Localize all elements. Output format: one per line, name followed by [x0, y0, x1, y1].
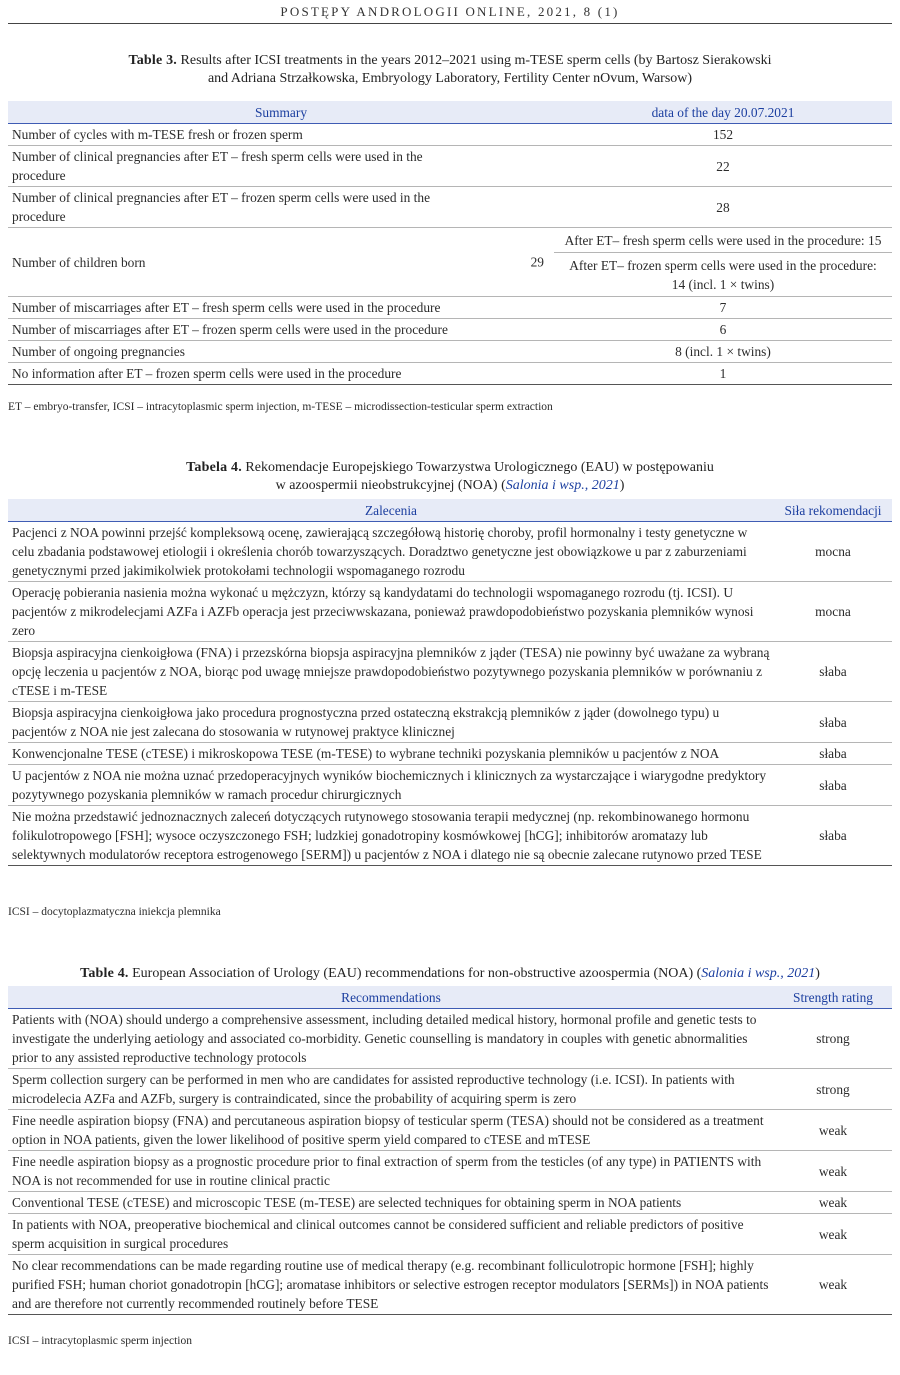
recommendation-rating: weak — [774, 1151, 892, 1192]
tabela4-caption — [8, 459, 892, 495]
table4-caption-close: ) — [815, 966, 820, 981]
table-row — [8, 363, 892, 385]
table4-col-recommendations: Recommendations — [8, 986, 774, 1009]
recommendation-rating: weak — [774, 1214, 892, 1255]
recommendation-text: Sperm collection surgery can be performed in men who are candidates for assisted reproductive technology (i.e. ICSI). In patients with microdelecia AZFa and AZFb, surgery is contraindicated, since the probability of acquiring sperm is zero — [8, 1069, 774, 1110]
recommendation-rating: strong — [774, 1009, 892, 1069]
table-row — [8, 1192, 892, 1214]
table-row — [8, 1255, 892, 1315]
recommendation-text: Biopsja aspiracyjna cienkoigłowa jako procedura prognostyczna przed ostateczną ekstrakcją plemników z jąder (dowolnego typu) u pacjentów z NOA nie jest zalecana do stosowania w rutynowej praktyce klinicznej — [8, 702, 774, 743]
table-row — [8, 582, 892, 642]
table4-header-row — [8, 986, 892, 1009]
tabela4-col-zalecenia: Zalecenia — [8, 499, 774, 522]
children-label-cell — [8, 228, 554, 297]
table3-caption-line1: Results after ICSI treatments in the years 2012–2021 using m-TESE sperm cells (by Bartosz Sierakowski — [180, 53, 772, 68]
tabela4-footnote: ICSI – docytoplazmatyczna iniekcja plemnika — [8, 906, 221, 918]
children-frozen: After ET– frozen sperm cells were used in the procedure: 14 (incl. 1 × twins) — [569, 258, 877, 292]
table3-caption — [8, 52, 892, 88]
children-fresh: After ET– fresh sperm cells were used in the procedure: 15 — [554, 228, 892, 253]
recommendation-rating: słaba — [774, 702, 892, 743]
children-label: Number of children born — [12, 254, 146, 270]
recommendation-text: Nie można przedstawić jednoznacznych zaleceń dotyczących rutynowego stosowania terapii medycznej (np. rekombinowanego hormonu folikulotropowego [FSH]; wysoce oczyszczonego FSH; ludzkiej gonadotropiny kosmówkowej [hCG]; inhibitorów aromatazy lub selektywnych modulatorów receptora estrogenowego [SERM]) u pacjentów z NOA i dlatego nie są obecnie zalecane rutynowo przed TESE — [8, 806, 774, 866]
recommendation-rating: słaba — [774, 743, 892, 765]
row-label: Number of miscarriages after ET – frozen sperm cells were used in the procedure — [8, 319, 554, 341]
table-row — [8, 1069, 892, 1110]
recommendation-rating: weak — [774, 1192, 892, 1214]
recommendation-rating: słaba — [774, 765, 892, 806]
row-value: 7 — [554, 297, 892, 319]
table-row — [8, 1151, 892, 1192]
table-row — [8, 341, 892, 363]
table-row — [8, 765, 892, 806]
table3-footnote: ET – embryo-transfer, ICSI – intracytoplasmic sperm injection, m-TESE – microdissection-testicular sperm extraction — [8, 401, 553, 413]
table-row — [8, 146, 892, 187]
table4-label: Table 4. — [80, 966, 129, 981]
table-row — [8, 319, 892, 341]
recommendation-rating: słaba — [774, 806, 892, 866]
table4-citation: Salonia i wsp., 2021 — [701, 966, 816, 981]
row-value: 1 — [554, 363, 892, 385]
row-value: 22 — [554, 146, 892, 187]
tabela4-label: Tabela 4. — [186, 460, 242, 475]
children-breakdown-cell — [554, 228, 892, 297]
tabela4-citation: Salonia i wsp., 2021 — [505, 478, 620, 493]
table-row — [8, 806, 892, 866]
row-value: 28 — [554, 187, 892, 228]
table3-caption-line2: and Adriana Strzałkowska, Embryology Laboratory, Fertility Center nOvum, Warsow) — [207, 71, 693, 86]
table3-col-date: data of the day 20.07.2021 — [554, 101, 892, 124]
recommendation-text: U pacjentów z NOA nie można uznać przedoperacyjnych wyników biochemicznych i klinicznych za wystarczające i wiarygodne predyktory pozytywnego pozyskania plemników w ramach procedur chirurgicznych — [8, 765, 774, 806]
recommendation-text: Fine needle aspiration biopsy as a prognostic procedure prior to final extraction of sperm from the testicles (of any type) in PATIENTS with NOA is not recommended for use in routine clinical practic — [8, 1151, 774, 1192]
table3-label: Table 3. — [128, 53, 178, 68]
table4-caption — [8, 965, 892, 983]
recommendation-text: Pacjenci z NOA powinni przejść kompleksową ocenę, zawierającą szczegółową historię choroby, profil hormonalny i testy genetyczne w celu zbadania podstawowej etiologii i określenia chorób towarzyszących. Doradztwo genetyczne jest obowiązkowe u par z zaburzeniami genetycznymi przed jakimikolwiek protokołami technologii wspomaganego rozrodu — [8, 522, 774, 582]
children-total: 29 — [530, 254, 544, 270]
recommendation-text: Operację pobierania nasienia można wykonać u mężczyzn, którzy są kandydatami do technologii wspomaganego rozrodu (tj. ICSI). U pacjentów z mikrodelecjami AZFa i AZFb operacja jest przeciwwskazana, ponieważ prawdopodobieństwo pozyskania plemników wynosi zero — [8, 582, 774, 642]
tabela4-caption-close: ) — [619, 478, 625, 493]
tabela4-col-sila: Siła rekomendacji — [774, 499, 892, 522]
row-label: Number of clinical pregnancies after ET – fresh sperm cells were used in the procedure — [8, 146, 554, 187]
row-label: Number of ongoing pregnancies — [8, 341, 554, 363]
tabela4-caption-line2: w azoospermii nieobstrukcyjnej (NOA) ( — [275, 478, 506, 493]
recommendation-rating: weak — [774, 1110, 892, 1151]
table-row — [8, 522, 892, 582]
recommendation-rating: strong — [774, 1069, 892, 1110]
tabela4-caption-line1: Rekomendacje Europejskiego Towarzystwa Urologicznego (EAU) w postępowaniu — [245, 460, 714, 475]
row-label: No information after ET – frozen sperm cells were used in the procedure — [8, 363, 554, 385]
table-row — [8, 1110, 892, 1151]
tabela4-header-row — [8, 499, 892, 522]
table4 — [8, 986, 892, 1315]
table-row — [8, 1214, 892, 1255]
table-row — [8, 187, 892, 228]
row-value: 152 — [554, 124, 892, 146]
running-head: POSTĘPY ANDROLOGII ONLINE, 2021, 8 (1) — [280, 4, 620, 19]
row-label: Number of cycles with m-TESE fresh or frozen sperm — [8, 124, 554, 146]
table-row — [8, 743, 892, 765]
table-row — [8, 702, 892, 743]
table3 — [8, 101, 892, 385]
recommendation-rating: weak — [774, 1255, 892, 1315]
table4-caption-text: European Association of Urology (EAU) recommendations for non-obstructive azoospermia (NOA) ( — [132, 966, 702, 981]
recommendation-text: Fine needle aspiration biopsy (FNA) and percutaneous aspiration biopsy of testicular sperm (TESA) should not be considered as a treatment option in NOA patients, given the lower likelihood of positive sperm yield compared to cTESE and mTESE — [8, 1110, 774, 1151]
recommendation-rating: słaba — [774, 642, 892, 702]
table-row — [8, 297, 892, 319]
recommendation-text: No clear recommendations can be made regarding routine use of medical therapy (e.g. recombinant folliculotropic hormone [FSH]; highly purified FSH; human choriot gonadotropin [hCG]; aromatase inhibitors or selective estrogen receptor modulators [SERMs]) in NOA patients and are therefore not currently recommended routinely before TESE — [8, 1255, 774, 1315]
recommendation-rating: mocna — [774, 522, 892, 582]
table4-col-strength: Strength rating — [774, 986, 892, 1009]
recommendation-text: In patients with NOA, preoperative biochemical and clinical outcomes cannot be considered sufficient and reliable predictors of positive sperm acquisition in surgical procedures — [8, 1214, 774, 1255]
recommendation-text: Konwencjonalne TESE (cTESE) i mikroskopowa TESE (m-TESE) to wybrane techniki pozyskania plemników u pacjentów z NOA — [8, 743, 774, 765]
recommendation-rating: mocna — [774, 582, 892, 642]
tabela4 — [8, 499, 892, 866]
recommendation-text: Biopsja aspiracyjna cienkoigłowa (FNA) i przezskórna biopsja aspiracyjna plemników z jąder (TESA) nie powinny być uważane za wybraną opcję leczenia u pacjentów z NOA, biorąc pod uwagę mniejsze prawdopodobieństwo pozytywnego pozyskania plemników w porównaniu z cTESE i m-TESE — [8, 642, 774, 702]
table-row — [8, 124, 892, 146]
row-value: 8 (incl. 1 × twins) — [554, 341, 892, 363]
row-value: 6 — [554, 319, 892, 341]
table3-col-summary: Summary — [8, 101, 554, 124]
table3-header-row — [8, 101, 892, 124]
header-divider — [8, 23, 892, 24]
table4-footnote: ICSI – intracytoplasmic sperm injection — [8, 1335, 192, 1347]
table-row — [8, 1009, 892, 1069]
recommendation-text: Patients with (NOA) should undergo a comprehensive assessment, including detailed medical history, hormonal profile and genetic tests to investigate the underlying aetiology and associated co-morbidity. Genetic counselling is mandatory in couples with genetic abnormalities prior to any assisted reproductive technology protocols — [8, 1009, 774, 1069]
table-row — [8, 642, 892, 702]
row-label: Number of clinical pregnancies after ET – frozen sperm cells were used in the procedure — [8, 187, 554, 228]
row-label: Number of miscarriages after ET – fresh sperm cells were used in the procedure — [8, 297, 554, 319]
recommendation-text: Conventional TESE (cTESE) and microscopic TESE (m-TESE) are selected techniques for obtaining sperm in NOA patients — [8, 1192, 774, 1214]
table-row-children — [8, 228, 892, 297]
